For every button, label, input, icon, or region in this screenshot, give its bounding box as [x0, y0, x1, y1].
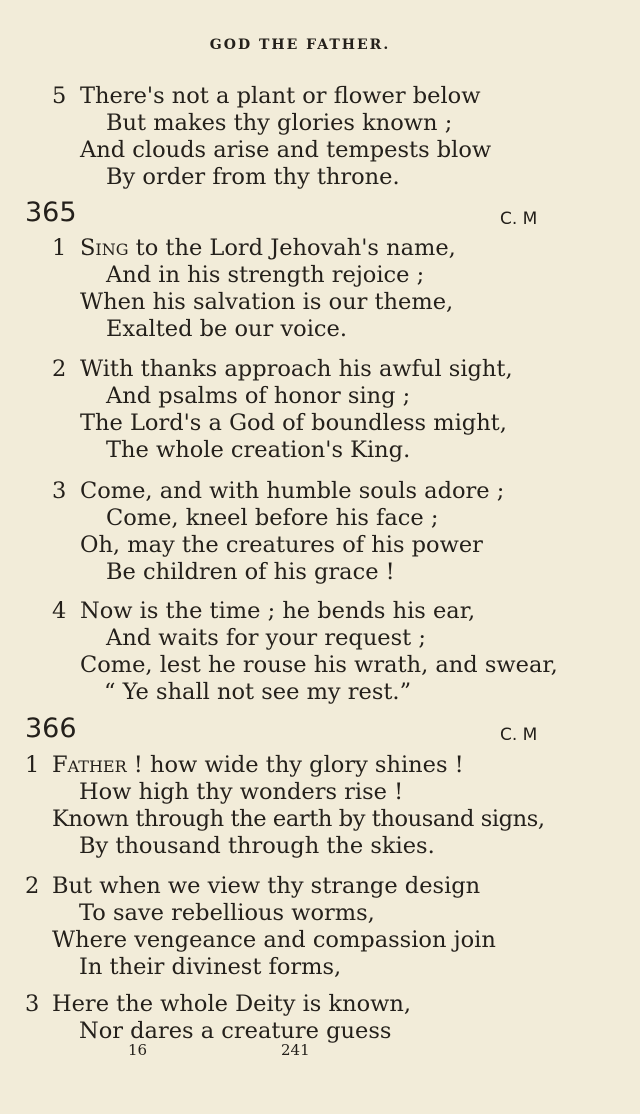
verse-line: But makes thy glories known ;: [106, 110, 453, 136]
verse-line: And clouds arise and tempests blow: [80, 137, 492, 163]
verse-line: In their divinest forms,: [79, 954, 342, 980]
verse-line: Be children of his grace !: [106, 559, 395, 585]
hymn-number: 365: [25, 197, 77, 228]
verse-line: Nor dares a creature guess: [79, 1018, 392, 1044]
stanza-number: 1: [25, 752, 40, 778]
stanza-number: 4: [52, 598, 67, 624]
verse-line: Known through the earth by thousand signs,: [52, 806, 545, 832]
verse-line: [52, 752, 464, 778]
verse-line: [80, 235, 456, 261]
verse-line: Come, and with humble souls adore ;: [80, 478, 505, 504]
verse-line: There's not a plant or flower below: [80, 83, 481, 109]
verse-line: The whole creation's King.: [106, 437, 411, 463]
signature-mark: 16: [128, 1041, 148, 1059]
hymn-number: 366: [25, 713, 77, 744]
verse-line: Exalted be our voice.: [106, 316, 347, 342]
first-word-small-caps: Father: [52, 752, 127, 778]
verse-line: Come, kneel before his face ;: [106, 505, 439, 531]
verse-line: With thanks approach his awful sight,: [80, 356, 513, 382]
verse-line: To save rebellious worms,: [79, 900, 375, 926]
hymn-meter: C. M: [500, 725, 538, 745]
verse-line: Where vengeance and compassion join: [52, 927, 496, 953]
stanza-number: 1: [52, 235, 67, 261]
verse-line: The Lord's a God of boundless might,: [80, 410, 507, 436]
verse-line: When his salvation is our theme,: [80, 289, 454, 315]
running-header: GOD THE FATHER.: [209, 37, 391, 53]
first-word-small-caps: Sing: [80, 235, 129, 261]
verse-line: How high thy wonders rise !: [79, 779, 404, 805]
verse-line: Come, lest he rouse his wrath, and swear,: [80, 652, 558, 678]
verse-line: By order from thy throne.: [106, 164, 400, 190]
stanza-number: 5: [52, 83, 67, 109]
first-line-rest: to the Lord Jehovah's name,: [128, 235, 456, 261]
stanza-number: 2: [25, 873, 40, 899]
verse-line: And in his strength rejoice ;: [106, 262, 425, 288]
verse-line: But when we view thy strange design: [52, 873, 481, 899]
verse-line: “ Ye shall not see my rest.”: [104, 679, 412, 705]
page-number: 241: [281, 1041, 310, 1059]
hymn-meter: C. M: [500, 209, 538, 229]
verse-line: Here the whole Deity is known,: [52, 991, 412, 1017]
verse-line: Oh, may the creatures of his power: [80, 532, 483, 558]
verse-line: Now is the time ; he bends his ear,: [80, 598, 476, 624]
verse-line: And psalms of honor sing ;: [106, 383, 411, 409]
verse-line: By thousand through the skies.: [79, 833, 435, 859]
first-line-rest: ! how wide thy glory shines !: [126, 752, 464, 778]
stanza-number: 3: [25, 991, 40, 1017]
verse-line: And waits for your request ;: [106, 625, 426, 651]
stanza-number: 3: [52, 478, 67, 504]
stanza-number: 2: [52, 356, 67, 382]
